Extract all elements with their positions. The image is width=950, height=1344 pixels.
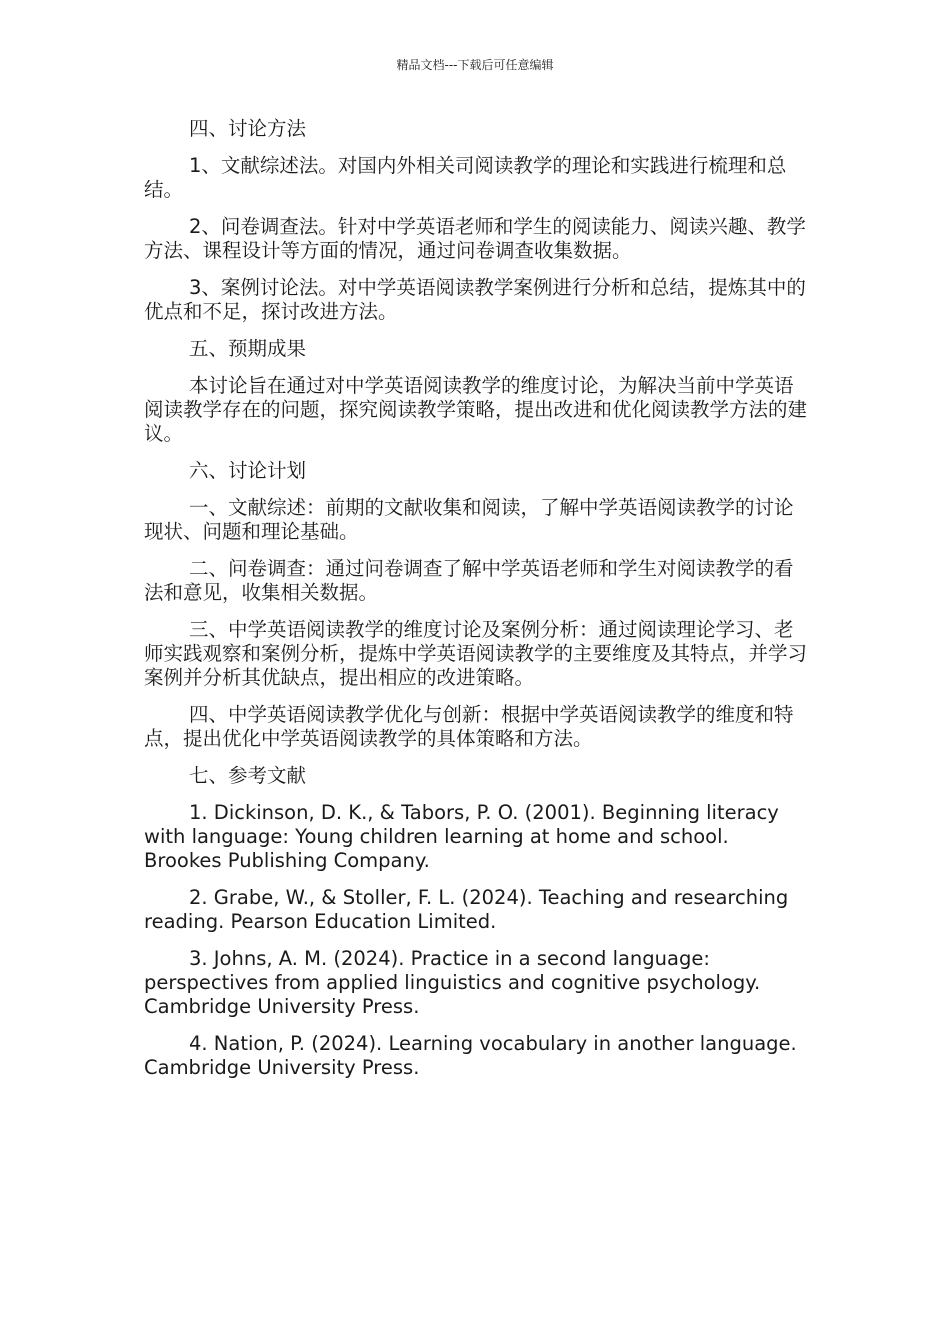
reference-item: 3. Johns, A. M. (2024). Practice in a second language: perspectives from applied linguistics and cognitive psychology. Cambridge University Press.	[144, 947, 761, 1018]
plan-item: 三、中学英语阅读教学的维度讨论及案例分析：通过阅读理论学习、老师实践观察和案例分析，提炼中学英语阅读教学的主要维度及其特点，并学习案例并分析其优缺点，提出相应的改进策略。	[144, 618, 808, 689]
reference-item: 4. Nation, P. (2024). Learning vocabulary in another language. Cambridge University Press.	[144, 1032, 797, 1079]
methods-item: 3、案例讨论法。对中学英语阅读教学案例进行分析和总结，提炼其中的优点和不足，探讨改进方法。	[144, 276, 806, 323]
outcomes-paragraph: 本讨论旨在通过对中学英语阅读教学的维度讨论，为解决当前中学英语阅读教学存在的问题，探究阅读教学策略，提出改进和优化阅读教学方法的建议。	[144, 374, 808, 445]
reference-item: 2. Grabe, W., & Stoller, F. L. (2024). Teaching and researching reading. Pearson Education Limited.	[144, 886, 789, 933]
plan-item: 二、问卷调查：通过问卷调查了解中学英语老师和学生对阅读教学的看法和意见，收集相关数据。	[144, 557, 794, 604]
document-body	[144, 117, 808, 1093]
page-header: 精品文档---下载后可任意编辑	[396, 58, 554, 72]
methods-item: 2、问卷调查法。针对中学英语老师和学生的阅读能力、阅读兴趣、教学方法、课程设计等方面的情况，通过问卷调查收集数据。	[144, 215, 806, 262]
methods-item: 1、文献综述法。对国内外相关司阅读教学的理论和实践进行梳理和总结。	[144, 154, 787, 201]
reference-item: 1. Dickinson, D. K., & Tabors, P. O. (2001). Beginning literacy with language: Young children learning at home and school. Brookes Publishing Company.	[144, 801, 779, 872]
section-heading-outcomes: 五、预期成果	[189, 337, 307, 360]
plan-item: 一、文献综述：前期的文献收集和阅读，了解中学英语阅读教学的讨论现状、问题和理论基础。	[144, 496, 794, 543]
section-heading-plan: 六、讨论计划	[189, 459, 307, 482]
plan-item: 四、中学英语阅读教学优化与创新：根据中学英语阅读教学的维度和特点，提出优化中学英语阅读教学的具体策略和方法。	[144, 703, 794, 750]
section-heading-methods: 四、讨论方法	[189, 117, 307, 140]
section-heading-references: 七、参考文献	[189, 764, 307, 787]
